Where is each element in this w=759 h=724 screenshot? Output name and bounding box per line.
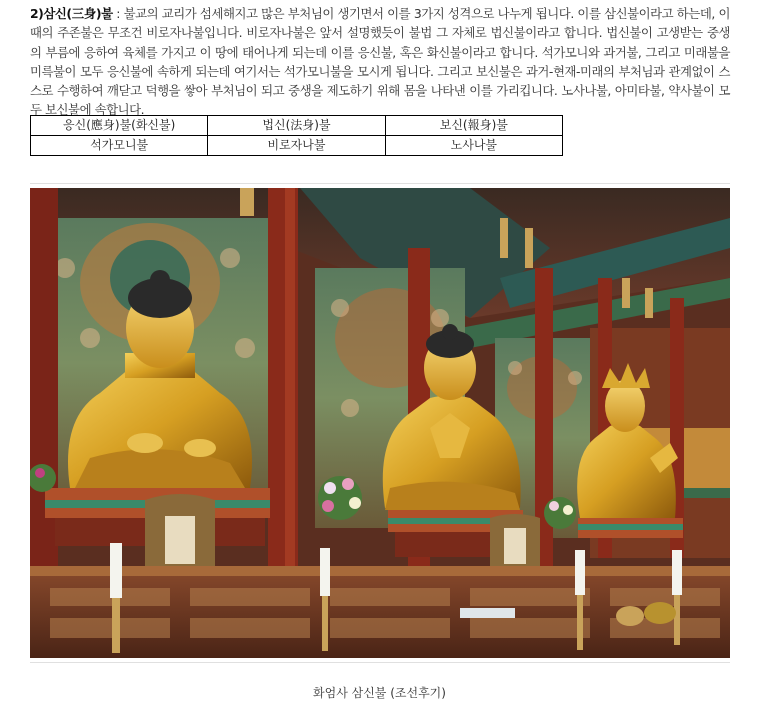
intro-body: : 불교의 교리가 섬세해지고 많은 부처님이 생기면서 이를 3가지 성격으로 나누게 됩니다. 이를 삼신불이라고 하는데, 이 때의 주존불은 무조건 비로자나불입니다. 비로자나불은 앞서 설명했듯이 불법 그 자체로 법신불이라고 합니다. 법신불이 고생받는 중생의 부름에 응하여 육체를 가지고 이 땅에 태어나게 되는데 이를 응신불, 혹은 화신불이라고 합니다. 석가모니와 과거불, 그리고 미래불을 미륵불이 모두 응신불에 속하게 되는데 여기서는 석가모니불을 모시게 됩니다. 그리고 보신불은 과거-현재-미래의 부처님과 관계없이 스스로 수행하여 깨닫고 덕행을 쌓아 부처님이 되고 중생을 제도하기 위해 몸을 나타낸 이를 가리킵니다. 노사나불, 아미타불, 약사불이 모두 보신불에 속합니다. xyxy=(30,6,730,118)
header-beopsin: 법신(法身)불 xyxy=(208,116,385,136)
photo-caption: 화엄사 삼신불 (조선후기) xyxy=(313,686,446,700)
header-eungsin: 응신(應身)불(화신불) xyxy=(31,116,208,136)
header-bosin: 보신(報身)불 xyxy=(385,116,562,136)
temple-photo xyxy=(30,183,730,663)
table-header-row xyxy=(31,116,563,136)
buddha-hall-illustration xyxy=(30,188,730,658)
value-nosana: 노사나불 xyxy=(385,136,562,156)
trinity-buddha-table xyxy=(30,115,563,156)
value-birojana: 비로자나불 xyxy=(208,136,385,156)
intro-heading: 2)삼신(三身)불 xyxy=(30,6,113,21)
value-seokgamoni: 석가모니불 xyxy=(31,136,208,156)
intro-paragraph xyxy=(30,4,730,120)
table-value-row xyxy=(31,136,563,156)
